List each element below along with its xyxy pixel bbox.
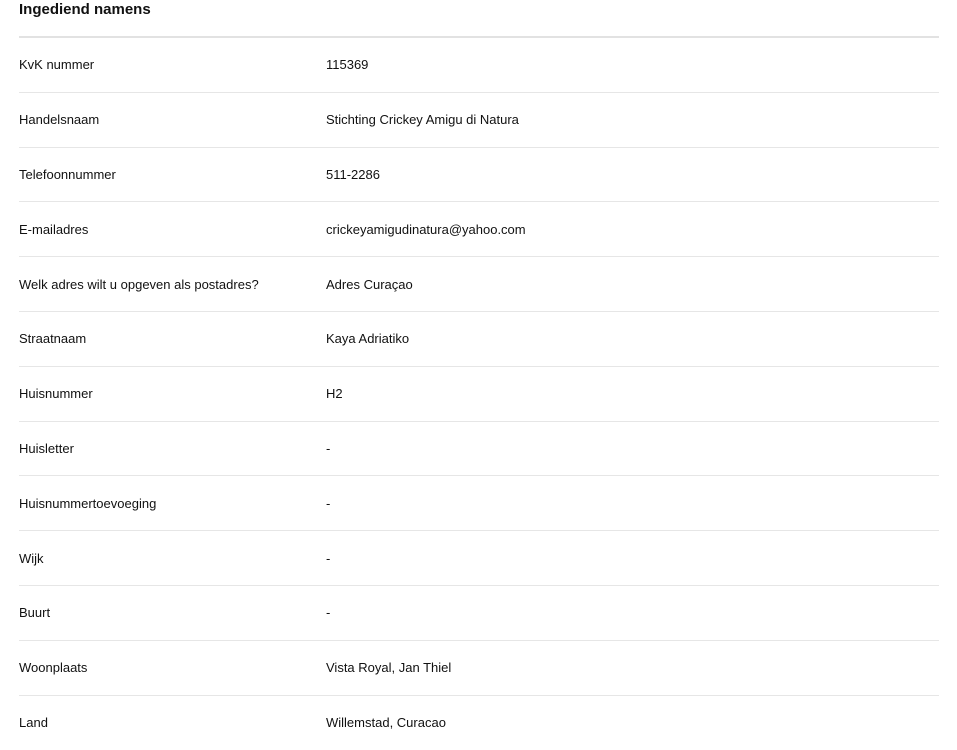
row-label: Straatnaam — [19, 331, 87, 347]
row-value: - — [326, 605, 331, 621]
row-label: Land — [19, 715, 48, 731]
row-value: Vista Royal, Jan Thiel — [326, 660, 452, 676]
row-label: Huisnummer — [19, 386, 93, 402]
row-value: - — [326, 495, 331, 511]
row-value: 115369 — [326, 57, 369, 73]
row-house-number — [19, 367, 939, 422]
row-house-number-suffix — [19, 476, 939, 531]
row-label: Woonplaats — [19, 660, 88, 676]
row-label: E-mailadres — [19, 221, 89, 237]
row-trade-name — [19, 93, 939, 148]
row-kvk-number — [19, 38, 939, 93]
row-value: Kaya Adriatiko — [326, 331, 410, 347]
row-house-letter — [19, 422, 939, 477]
details-list — [19, 38, 939, 750]
row-label: Huisnummertoevoeging — [19, 495, 157, 511]
row-label: KvK nummer — [19, 57, 95, 73]
row-value: Stichting Crickey Amigu di Natura — [326, 112, 519, 128]
row-label: Wijk — [19, 550, 44, 566]
row-place-of-residence — [19, 641, 939, 696]
row-postal-address-choice — [19, 257, 939, 312]
section-title: Ingediend namens — [19, 0, 939, 38]
row-email — [19, 202, 939, 257]
row-label: Buurt — [19, 605, 51, 621]
row-country — [19, 696, 939, 750]
row-label: Huisletter — [19, 440, 74, 456]
row-street-name — [19, 312, 939, 367]
row-value: crickeyamigudinatura@yahoo.com — [326, 221, 526, 237]
row-district — [19, 531, 939, 586]
row-value: 511-2286 — [326, 166, 380, 182]
row-neighbourhood — [19, 586, 939, 641]
submitted-on-behalf-section — [19, 0, 939, 750]
row-value: H2 — [326, 386, 343, 402]
row-value: - — [326, 440, 331, 456]
row-value: Adres Curaçao — [326, 276, 413, 292]
row-label: Telefoonnummer — [19, 166, 116, 182]
row-value: Willemstad, Curacao — [326, 715, 446, 731]
row-label: Handelsnaam — [19, 112, 100, 128]
row-label: Welk adres wilt u opgeven als postadres? — [19, 276, 259, 292]
row-value: - — [326, 550, 331, 566]
row-phone-number — [19, 148, 939, 203]
